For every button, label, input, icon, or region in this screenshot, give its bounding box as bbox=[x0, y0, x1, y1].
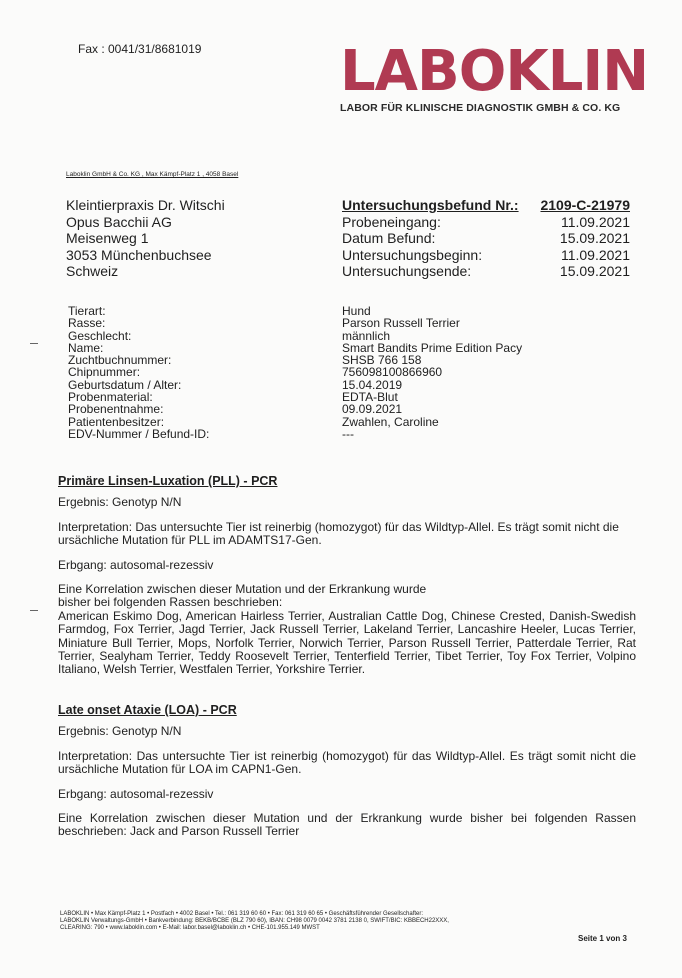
field-label: Zuchtbuchnummer: bbox=[68, 353, 172, 368]
report-date-label: Datum Befund: bbox=[342, 230, 436, 246]
animal-info-values bbox=[342, 305, 522, 440]
address-line: Schweiz bbox=[66, 263, 119, 279]
report-date-label: Untersuchungsbeginn: bbox=[342, 246, 483, 263]
field-value: Zwahlen, Caroline bbox=[342, 414, 439, 429]
footer-line: LABOKLIN • Max Kämpf-Platz 1 • Postfach • 4002 Basel • Tel.: 061 319 60 60 • Fax: 061 319 60 65 • Geschäftsführender Gesellschafter: bbox=[60, 911, 424, 917]
loa-correlation: Eine Korrelation zwischen dieser Mutation und der Erkrankung wurde bisher bei folgenden Rassen beschrieben: Jack and Parson Russell Terrier bbox=[58, 811, 636, 839]
page-number: Seite 1 von 3 bbox=[578, 934, 627, 943]
footer-line: LABOKLIN Verwaltungs-GmbH • Bankverbindung: BEKB/BCBE (BLZ 790 60), IBAN: CH98 0079 0042 3781 2138 0, SWIFT/BIC: KBBECH22XXX, bbox=[60, 918, 449, 924]
logo-subtitle: LABOR FÜR KLINISCHE DIAGNOSTIK GMBH & CO. KG bbox=[340, 102, 621, 114]
loa-inheritance: Erbgang: autosomal-rezessiv bbox=[58, 786, 214, 801]
pll-interpretation: Interpretation: Das untersuchte Tier ist reinerbig (homozygot) für das Wildtyp-Allel. Es trägt somit nicht die ursächliche Mutation für PLL im ADAMTS17-Gen. bbox=[58, 519, 619, 548]
pll-correlation-line: bisher bei folgenden Rassen beschrieben: bbox=[58, 595, 283, 610]
field-label: Geschlecht: bbox=[68, 328, 132, 343]
report-date-row bbox=[342, 247, 630, 264]
laboklin-logo bbox=[340, 39, 649, 114]
address-line: Meisenweg 1 bbox=[66, 230, 149, 246]
field-label: Probenentnahme: bbox=[68, 402, 164, 417]
pll-correlation-line: Eine Korrelation zwischen dieser Mutation und der Erkrankung wurde bbox=[58, 582, 427, 597]
loa-title: Late onset Ataxie (LOA) - PCR bbox=[58, 703, 237, 717]
report-date-value: 15.09.2021 bbox=[559, 230, 630, 246]
animal-info-labels bbox=[68, 305, 209, 440]
report-number-row bbox=[342, 197, 630, 214]
field-value: --- bbox=[342, 426, 354, 441]
report-date-row bbox=[342, 230, 630, 247]
footer-line: CLEARING: 790 • www.laboklin.com • E-Mail: labor.basel@laboklin.ch • CHE-101.955.149 MWST bbox=[60, 925, 320, 931]
loa-result: Ergebnis: Genotyp N/N bbox=[58, 724, 182, 739]
pll-correlation bbox=[58, 583, 636, 610]
field-value: 09.09.2021 bbox=[342, 402, 403, 417]
sender-line: Laboklin GmbH & Co. KG , Max Kämpf-Platz 1 , 4058 Basel bbox=[66, 171, 239, 178]
logo-wordmark: LABOKLIN bbox=[340, 39, 649, 104]
report-date-row bbox=[342, 263, 630, 280]
field-value: männlich bbox=[342, 328, 391, 343]
loa-interpretation: Interpretation: Das untersuchte Tier ist reinerbig (homozygot) für das Wildtyp-Allel. Es trägt somit nicht die ursächliche Mutation für LOA im CAPN1-Gen. bbox=[58, 748, 636, 777]
field-value: 15.04.2019 bbox=[342, 377, 403, 392]
field-label: Geburtsdatum / Alter: bbox=[68, 377, 182, 392]
field-value: EDTA-Blut bbox=[342, 390, 398, 405]
report-date-value: 15.09.2021 bbox=[559, 263, 630, 279]
pll-result: Ergebnis: Genotyp N/N bbox=[58, 495, 182, 510]
field-label: Tierart: bbox=[68, 304, 106, 318]
field-value: Parson Russell Terrier bbox=[342, 316, 460, 331]
report-number-label: Untersuchungsbefund Nr.: bbox=[342, 197, 519, 213]
recipient-address bbox=[66, 197, 225, 280]
report-info-block bbox=[342, 197, 630, 280]
margin-mark bbox=[30, 610, 38, 611]
report-date-value: 11.09.2021 bbox=[560, 246, 630, 263]
field-label: Chipnummer: bbox=[68, 365, 141, 380]
fax-number: Fax : 0041/31/8681019 bbox=[78, 42, 202, 56]
report-date-value: 11.09.2021 bbox=[560, 213, 630, 230]
field-label: EDV-Nummer / Befund-ID: bbox=[68, 426, 210, 441]
pll-inheritance: Erbgang: autosomal-rezessiv bbox=[58, 557, 214, 572]
pll-section bbox=[58, 475, 636, 688]
field-label: Probenmaterial: bbox=[68, 390, 153, 405]
pll-breed-list: American Eskimo Dog, American Hairless Terrier, Australian Cattle Dog, Chinese Crested, Danish-Swedish Farmdog, Fox Terrier, Jagd Terrier, Jack Russell Terrier, Lakeland Terrier, Lancashire Heeler, Lucas Terrier, Miniature Bull Terrier, Mops, Norfolk Terrier, Norwich Terrier, Parson Russell Terrier, Patterdale Terrier, Rat Terrier, Sealyham Terrier, Teddy Roosevelt Terrier, Tenterfield Terrier, Tibet Terrier, Toy Fox Terrier, Volpino Italiano, Welsh Terrier, Westfalen Terrier, Yorkshire Terrier. bbox=[58, 608, 636, 677]
address-line: 3053 Münchenbuchsee bbox=[66, 246, 212, 263]
report-number: 2109-C-21979 bbox=[540, 197, 630, 213]
field-label: Name: bbox=[68, 340, 104, 355]
address-line: Kleintierpraxis Dr. Witschi bbox=[66, 197, 225, 213]
report-date-label: Untersuchungsende: bbox=[342, 263, 472, 279]
address-line: Opus Bacchii AG bbox=[66, 213, 172, 230]
field-value: Hund bbox=[342, 304, 371, 318]
report-date-row bbox=[342, 214, 630, 231]
field-label: Rasse: bbox=[68, 316, 106, 331]
loa-section bbox=[58, 704, 636, 850]
footer-company-info bbox=[60, 911, 530, 932]
report-date-label: Probeneingang: bbox=[342, 213, 441, 230]
field-label: Patientenbesitzer: bbox=[68, 414, 165, 429]
margin-mark bbox=[30, 343, 38, 344]
field-value: Smart Bandits Prime Edition Pacy bbox=[342, 340, 523, 355]
field-value: 756098100866960 bbox=[342, 365, 443, 380]
pll-title: Primäre Linsen-Luxation (PLL) - PCR bbox=[58, 474, 278, 488]
field-value: SHSB 766 158 bbox=[342, 353, 422, 368]
